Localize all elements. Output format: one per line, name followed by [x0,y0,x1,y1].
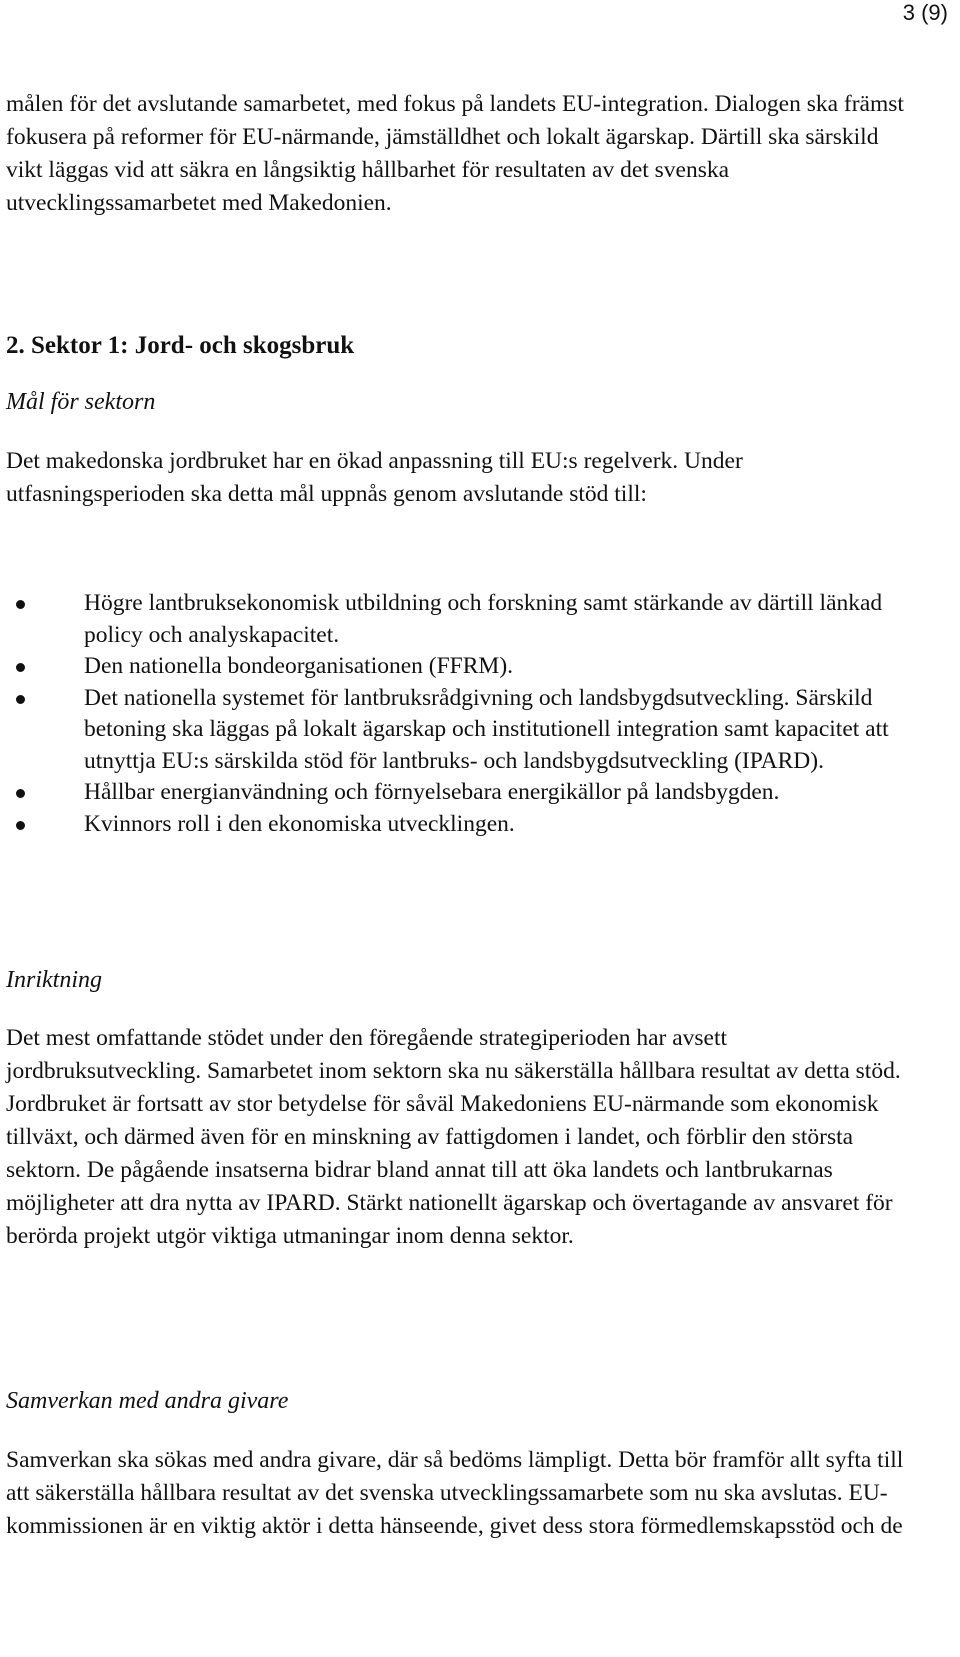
goal-bullet-text: Kvinnors roll i den ekonomiska utvecklingen. [84,810,515,837]
goal-bullet-item [0,777,900,809]
goal-paragraph: Det makedonska jordbruket har en ökad anpassning till EU:s regelverk. Under utfasningsperioden ska detta mål uppnås genom avslutande stöd till: [6,448,743,507]
direction-paragraph: Det mest omfattande stödet under den föregående strategiperioden har avsett jordbruksutveckling. Samarbetet inom sektorn ska nu säkerställa hållbara resultat av detta stöd. Jordbruket är fortsatt av stor betydelse för såväl Makedoniens EU-närmande som ekonomisk tillväxt, och därmed även för en minskning av fattigdomen i landet, och förblir den största sektorn. De pågående insatserna bidrar bland annat till att öka landets och lantbrukarnas möjligheter att dra nytta av IPARD. Stärkt nationellt ägarskap och övertagande av ansvaret för berörda projekt utgör viktiga utmaningar inom denna sektor. [6,1025,901,1249]
goal-bullet-item [0,809,900,841]
bullet-icon [16,821,25,830]
section-heading: 2. Sektor 1: Jord- och skogsbruk [6,332,355,359]
goal-bullet-text: Det nationella systemet för lantbruksrådgivning och landsbygdsutveckling. Särskild betoning ska läggas på lokalt ägarskap och institutionell integration samt kapacitet att utnyttja EU:s särskilda stöd för lantbruks- och landsbygdsutveckling (IPARD). [84,684,889,774]
bullet-icon [16,663,25,672]
goal-bullet-text: Hållbar energianvändning och förnyelsebara energikällor på landsbygden. [84,779,780,805]
goal-bullet-item [0,651,900,683]
goal-heading: Mål för sektorn [6,389,156,415]
intro-paragraph: målen för det avslutande samarbetet, med fokus på landets EU-integration. Dialogen ska främst fokusera på reformer för EU-närmande, jämställdhet och lokalt ägarskap. Därtill ska särskild vikt läggas vid att säkra en långsiktig hållbarhet för resultaten av det svenska utvecklingssamarbetet med Makedonien. [6,91,904,216]
page-number: 3 (9) [902,0,948,25]
bullet-icon [16,695,25,704]
direction-heading: Inriktning [6,967,102,993]
goal-bullet-item [0,683,900,778]
goal-bullet-item [0,588,900,651]
goal-bullet-list [0,588,900,840]
cooperation-heading: Samverkan med andra givare [6,1388,289,1414]
goal-bullet-text: Högre lantbruksekonomisk utbildning och forskning samt stärkande av därtill länkad policy och analyskapacitet. [84,590,883,648]
bullet-icon [16,600,25,609]
cooperation-paragraph: Samverkan ska sökas med andra givare, där så bedöms lämpligt. Detta bör framför allt syfta till att säkerställa hållbara resultat av det svenska utvecklingssamarbete som nu ska avslutas. EU-kommissionen är en viktig aktör i detta hänseende, givet dess stora förmedlemskapsstöd och de [6,1447,904,1539]
bullet-icon [16,789,25,798]
goal-bullet-text: Den nationella bondeorganisationen (FFRM). [84,653,514,679]
